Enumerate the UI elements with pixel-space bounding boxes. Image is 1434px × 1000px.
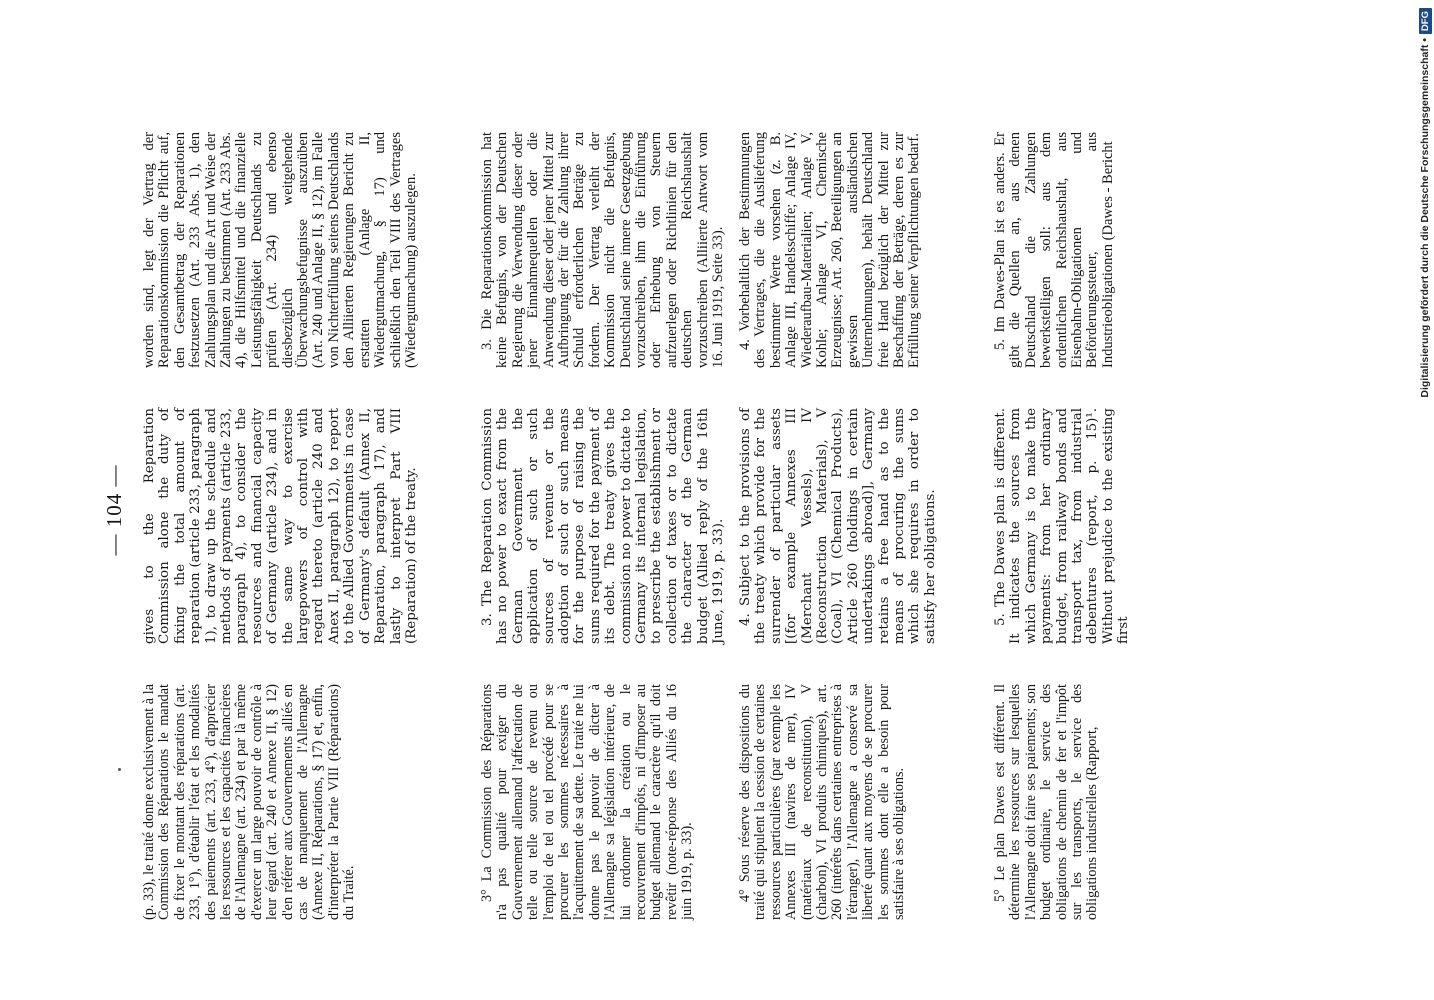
english-paragraph-4: 4. Subject to the provisions of the treaty which provide for the surrender of particular assets [(for example Annexes III (Merchant Vessels), IV (Reconstruction Materials), V (Coal), VI (Chemical Products), Article 260 (holdings in certain undertakings abroad)], Germany retains a free hand as to the means of procuring the sums which she requires in order to satisfy her obligations. [738, 408, 938, 644]
german-paragraph-2-continued: worden sind, legt der Vertrag der Reparationskommission die Pflicht auf, den Gesamtbetrag der Reparationen festzusetzen (Art. 233 Abs. 1), den Zahlungsplan und die Art und Weise der Zahlungen zu bestimmen (Art. 233 Abs. 4), die Hilfsmittel und die finanzielle Leistungsfähigkeit Deutschlands zu prüfen (Art. 234) und ebenso diesbezüglich weitgehende Überwachungsbefugnisse auszuüben (Art. 240 und Anlage II, § 12), im Falle von Nichterfüllung seitens Deutschlands den Alliierten Regierungen Bericht zu erstatten (Anlage II, Wiedergutmachung, § 17) und schließlich den Teil VIII des Vertrages (Wiedergutmachung) auszulegen. [141, 132, 419, 368]
french-paragraph-4: 4° Sous réserve des dispositions du traité qui stipulent la cession de certaines ressources particulières (par exemple les Annexes III (navires de mer), IV (matériaux de reconstitution), V (charbon), VI produits chimiques), art. 260 (intérêts dans certaines entreprises à l'étranger), l'Allemagne a conservé sa liberté quant aux moyens de se procurer les sommes dont elle a besoin pour satisfaire à ses obligations. [737, 684, 908, 920]
french-paragraph-3: 3° La Commission des Réparations n'a pas qualité pour exiger du Gouvernement allemand l'affectation de telle ou telle source de revenu ou l'emploi de tel ou tel procédé pour se procurer les sommes nécessaires à l'acquittement de sa dette. Le traité ne lui donne pas le pouvoir de dicter à l'Allemagne sa législation intérieure, de lui ordonner la création ou le recouvrement d'impôts, ni d'imposer au budget allemand le caractère qu'il doit revêtir (note-réponse des Alliés du 16 juin 1919, p. 33). [479, 684, 696, 920]
french-paragraph-2-continued: (p. 33), le traité donne exclusivement à la Commission des Réparations le mandat de fixer le montant des réparations (art. 233, 1°), d'établir l'état et les modalités des paiements (art. 233, 4°), d'apprécier les ressources et les capacités financières de l'Allemagne (art. 234) et par là même d'exercer un large pouvoir de contrôle à leur égard (art. 240 et Annexe II, § 12) d'en référer aux Gouvernements alliés en cas de manquement de l'Allemagne (Annexe II, Réparations, § 17) et, enfin, d'interpréter la Partie VIII (Réparations) du Traité. [141, 684, 358, 920]
page-number: — 104 — [102, 464, 126, 556]
german-paragraph-4: 4. Vorbehaltlich der Bestimmungen des Vertrages, die die Auslieferung bestimmter Werte vorsehen (z. B. Anlage III, Handelsschiffe; Anlage IV, Wiederaufbau-Materialien; Anlage V, Kohle; Anlage VI, Chemische Erzeugnisse; Art. 260, Beteiligungen an gewissen ausländischen Unternehmungen), behält Deutschland freie Hand bezüglich der Mittel zur Beschaffung der Beträge, deren es zur Erfüllung seiner Verpflichtungen bedarf. [737, 132, 923, 368]
german-column [142, 132, 1116, 368]
german-paragraph-5: 5. Im Dawes-Plan ist es anders. Er gibt die Quellen an, aus denen Deutschland die Zahlungen bewerkstelligen soll: aus dem ordentlichen Reichshaushalt, aus Eisenbahn-Obligationen und Beförderungssteuer, aus Industrieobligationen (Dawes - Bericht [992, 132, 1116, 368]
french-column [142, 684, 1101, 920]
english-paragraph-3: 3. The Reparation Commission has no power to exact from the German Government the application of such or such sources of revenue or the adoption of such or such means for the purpose of raising the sums required for the payment of its debt. The treaty gives the commission no power to dictate to Germany its internal legislation, to prescribe the establishment or collection of taxes or to dictate the character of the German budget (Allied reply of the 16th June, 1919, p. 33). [480, 408, 727, 644]
english-column [142, 408, 1132, 644]
margin-speck [118, 768, 121, 771]
digitization-credit-text: Digitalisierung gefördert durch die Deutsche Forschungsgemeinschaft • [1419, 38, 1431, 398]
german-paragraph-3: 3. Die Reparationskommission hat keine Befugnis, von der Deutschen Regierung die Verwendung dieser oder jener Einnahmequellen oder die Anwendung dieser oder jener Mittel zur Aufbringung der für die Zahlung ihrer Schuld erforderlichen Beträge zu fordern. Der Vertrag verleiht der Kommission nicht die Befugnis, Deutschland seine innere Gesetzgebung vorzuschreiben, ihm die Einführung oder Erhebung von Steuern aufzuerlegen oder Richtlinien für den deutschen Reichshaushalt vorzuschreiben (Alliierte Antwort vom 16. Juni 1919, Seite 33). [479, 132, 727, 368]
french-paragraph-5: 5° Le plan Dawes est différent. Il détermine les ressources sur lesquelles l'Allemagne doit faire ses paiements; son budget ordinaire, le service des obligations de chemin de fer et l'impôt sur les transports, le service des obligations industrielles (Rapport, [992, 684, 1101, 920]
english-paragraph-2-continued: gives to the Reparation Commission alone the duty of fixing the total amount of reparation (article 233, paragraph 1), to draw up the schedule and methods of payments (article 233, paragraph 4), to consider the resources and financial capacity of Germany (article 234), and in the same way to exercise largepowers of control with regard thereto (article 240 and Anex II, paragraph 12), to report to the Allied Governments in case of Germany's default (Annex II, Reparation, paragraph 17), and lastly to interpret Part VIII (Reparation) of the treaty. [142, 408, 419, 644]
rotated-page [100, 100, 1420, 920]
english-paragraph-5: 5. The Dawes plan is different. It indicates the sources from which Germany is to make the payments: from her ordinary budget, from railway bonds and transport tax, from industrial debentures (report, p. 15)¹. Without prejudice to the existing first [993, 408, 1132, 644]
dfg-logo: DFG [1419, 8, 1432, 34]
digitization-credit [1416, 0, 1434, 1000]
